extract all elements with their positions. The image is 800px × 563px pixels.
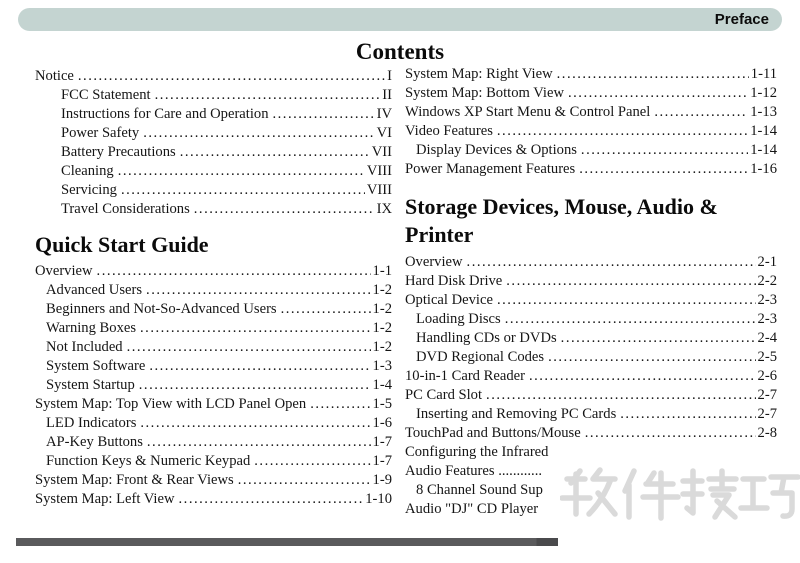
toc-column-right	[405, 66, 777, 520]
toc-entry	[35, 68, 392, 87]
toc-entry-page: 2-4	[757, 330, 777, 346]
toc-entry	[35, 453, 392, 472]
toc-entry-page: 1-2	[372, 339, 392, 355]
toc-entry-page: IV	[376, 106, 392, 122]
toc-entry	[405, 104, 777, 123]
toc-entry-page: 1-7	[372, 453, 392, 469]
toc-entry	[35, 125, 392, 144]
toc-leader-dots	[497, 123, 748, 140]
toc-entry-label: Overview	[35, 263, 93, 279]
toc-entry-label: Instructions for Care and Operation	[61, 106, 269, 122]
toc-entry	[35, 472, 392, 491]
toc-entry-label: System Map: Left View	[35, 491, 175, 507]
toc-entry-label: LED Indicators	[46, 415, 137, 431]
toc-entry-page: 2-7	[757, 406, 777, 422]
toc-leader-dots	[568, 85, 748, 102]
toc-entry-page: 1-2	[372, 301, 392, 317]
toc-entry	[35, 320, 392, 339]
toc-entry	[35, 201, 392, 220]
toc-entry-page: 1-10	[365, 491, 392, 507]
toc-entry-page: IX	[376, 201, 392, 217]
toc-entry-label: Power Management Features	[405, 161, 576, 177]
toc-leader-dots	[140, 415, 370, 432]
toc-entry-label: Overview	[405, 254, 463, 270]
toc-entry-label: AP-Key Buttons	[46, 434, 143, 450]
toc-leader-dots	[121, 182, 365, 199]
toc-entry	[405, 349, 777, 368]
toc-entry-page: 1-16	[750, 161, 777, 177]
toc-entry-label: Servicing	[61, 182, 117, 198]
toc-entry-page: 1-1	[372, 263, 392, 279]
toc-entry	[35, 491, 392, 510]
toc-entry-label: Cleaning	[61, 163, 114, 179]
toc-leader-dots	[620, 406, 755, 423]
toc-section	[405, 66, 777, 180]
toc-leader-dots	[497, 292, 756, 309]
toc-entry-label: Optical Device	[405, 292, 493, 308]
toc-leader-dots	[254, 453, 370, 470]
toc-entry	[35, 339, 392, 358]
toc-leader-dots	[143, 125, 374, 142]
header-label: Preface	[714, 11, 769, 28]
toc-leader-dots	[505, 311, 756, 328]
toc-entry-label: System Map: Right View	[405, 66, 553, 82]
toc-column-left	[35, 68, 392, 510]
toc-section	[35, 68, 392, 220]
toc-entry-page: 2-5	[757, 349, 777, 365]
toc-entry-label: Handling CDs or DVDs	[416, 330, 557, 346]
toc-entry	[35, 87, 392, 106]
toc-leader-dots	[548, 349, 755, 366]
toc-leader-dots	[506, 273, 755, 290]
toc-leader-dots	[179, 491, 364, 508]
toc-entry-label: Warning Boxes	[46, 320, 137, 336]
toc-leader-dots	[654, 104, 748, 121]
toc-leader-dots	[486, 387, 755, 404]
toc-entry-label: Audio Features ............	[405, 463, 543, 479]
toc-entry-page: 1-9	[372, 472, 392, 488]
toc-entry	[35, 396, 392, 415]
toc-entry-label: FCC Statement	[61, 87, 151, 103]
toc-entry-page: 2-1	[757, 254, 777, 270]
toc-entry-page: 1-2	[372, 320, 392, 336]
toc-entry-label: Function Keys & Numeric Keypad	[46, 453, 251, 469]
toc-leader-dots	[581, 142, 748, 159]
section-heading: Quick Start Guide	[35, 232, 209, 257]
toc-entry-label: Loading Discs	[416, 311, 501, 327]
toc-leader-dots	[273, 106, 375, 123]
toc-entry-label: Travel Considerations	[61, 201, 190, 217]
toc-entry-page: VIII	[366, 182, 392, 198]
toc-entry-label: Power Safety	[61, 125, 140, 141]
toc-entry	[35, 163, 392, 182]
toc-entry-label: System Startup	[46, 377, 135, 393]
toc-entry	[405, 330, 777, 349]
toc-leader-dots	[118, 163, 365, 180]
toc-entry	[35, 301, 392, 320]
toc-entry-page: II	[382, 87, 392, 103]
toc-entry-page: 1-2	[372, 282, 392, 298]
toc-leader-dots	[97, 263, 371, 280]
toc-entry-label: Not Included	[46, 339, 123, 355]
toc-leader-dots	[557, 66, 749, 83]
toc-leader-dots	[194, 201, 375, 218]
toc-entry-page: 1-5	[372, 396, 392, 412]
toc-entry-label: PC Card Slot	[405, 387, 483, 403]
toc-entry	[35, 282, 392, 301]
toc-entry-label: DVD Regional Codes	[416, 349, 545, 365]
toc-entry-label: Beginners and Not-So-Advanced Users	[46, 301, 277, 317]
watermark-text	[560, 464, 800, 538]
toc-entry-page: 2-7	[757, 387, 777, 403]
toc-entry	[35, 144, 392, 163]
toc-entry	[405, 66, 777, 85]
toc-entry-page: 1-11	[750, 66, 777, 82]
toc-leader-dots	[149, 358, 370, 375]
toc-leader-dots	[579, 161, 748, 178]
toc-entry-page: 1-14	[750, 123, 777, 139]
toc-leader-dots	[139, 377, 371, 394]
toc-entry	[35, 358, 392, 377]
toc-leader-dots	[146, 282, 370, 299]
toc-entry	[405, 311, 777, 330]
toc-entry-page: 1-12	[750, 85, 777, 101]
toc-entry-label: Video Features	[405, 123, 493, 139]
toc-entry-label: Battery Precautions	[61, 144, 176, 160]
toc-leader-dots	[281, 301, 371, 318]
toc-entry	[405, 425, 777, 444]
toc-entry	[35, 377, 392, 396]
toc-entry	[35, 263, 392, 282]
toc-entry-label: System Software	[46, 358, 146, 374]
toc-entry	[405, 123, 777, 142]
toc-entry	[35, 415, 392, 434]
toc-leader-dots	[310, 396, 370, 413]
bottom-rule	[16, 538, 558, 546]
toc-entry	[35, 434, 392, 453]
toc-entry	[405, 254, 777, 273]
toc-entry-label: System Map: Bottom View	[405, 85, 564, 101]
toc-entry-page: VIII	[366, 163, 392, 179]
toc-entry-label: Notice	[35, 68, 74, 84]
toc-entry	[405, 292, 777, 311]
toc-entry-label: System Map: Front & Rear Views	[35, 472, 234, 488]
toc-entry-page: 1-7	[372, 434, 392, 450]
toc-entry	[35, 106, 392, 125]
toc-leader-dots	[585, 425, 756, 442]
toc-entry	[405, 85, 777, 104]
toc-entry-page: 2-3	[757, 292, 777, 308]
toc-entry	[405, 273, 777, 292]
toc-entry-label: Configuring the Infrared	[405, 444, 549, 460]
toc-entry-page: VI	[376, 125, 392, 141]
toc-entry	[405, 406, 777, 425]
toc-entry-label: TouchPad and Buttons/Mouse	[405, 425, 581, 441]
toc-entry-page: 1-6	[372, 415, 392, 431]
toc-entry-label: Audio "DJ" CD Player	[405, 501, 539, 517]
toc-entry-label: Hard Disk Drive	[405, 273, 503, 289]
toc-entry-page: VII	[371, 144, 392, 160]
toc-leader-dots	[529, 368, 756, 385]
toc-leader-dots	[180, 144, 370, 161]
toc-entry-label: System Map: Top View with LCD Panel Open	[35, 396, 307, 412]
toc-leader-dots	[147, 434, 371, 451]
toc-leader-dots	[155, 87, 381, 104]
toc-entry-page: 1-14	[750, 142, 777, 158]
toc-entry-page: 1-4	[372, 377, 392, 393]
toc-entry-label: Inserting and Removing PC Cards	[416, 406, 617, 422]
header-bar	[18, 8, 782, 31]
toc-entry	[405, 142, 777, 161]
toc-entry-page: 1-13	[750, 104, 777, 120]
toc-leader-dots	[238, 472, 371, 489]
toc-leader-dots	[78, 68, 385, 85]
toc-section	[35, 231, 392, 510]
toc-leader-dots	[467, 254, 756, 271]
toc-entry-page: 2-6	[757, 368, 777, 384]
toc-entry-page: 2-3	[757, 311, 777, 327]
toc-entry-label: 10-in-1 Card Reader	[405, 368, 525, 384]
toc-leader-dots	[561, 330, 756, 347]
toc-entry	[405, 387, 777, 406]
toc-entry	[35, 182, 392, 201]
toc-entry-page: I	[387, 68, 392, 84]
section-heading: Storage Devices, Mouse, Audio & Printer	[405, 194, 718, 247]
toc-entry-page: 2-8	[757, 425, 777, 441]
toc-entry-label: Advanced Users	[46, 282, 143, 298]
toc-entry-page: 1-3	[372, 358, 392, 374]
toc-entry-label: Windows XP Start Menu & Control Panel	[405, 104, 651, 120]
toc-entry-page: 2-2	[757, 273, 777, 289]
toc-leader-dots	[140, 320, 371, 337]
toc-entry	[405, 368, 777, 387]
page-title: Contents	[355, 39, 445, 64]
toc-entry-label: Display Devices & Options	[416, 142, 577, 158]
toc-entry	[405, 444, 777, 463]
toc-leader-dots	[127, 339, 371, 356]
toc-entry	[405, 161, 777, 180]
toc-entry-label: 8 Channel Sound Sup	[416, 482, 543, 498]
